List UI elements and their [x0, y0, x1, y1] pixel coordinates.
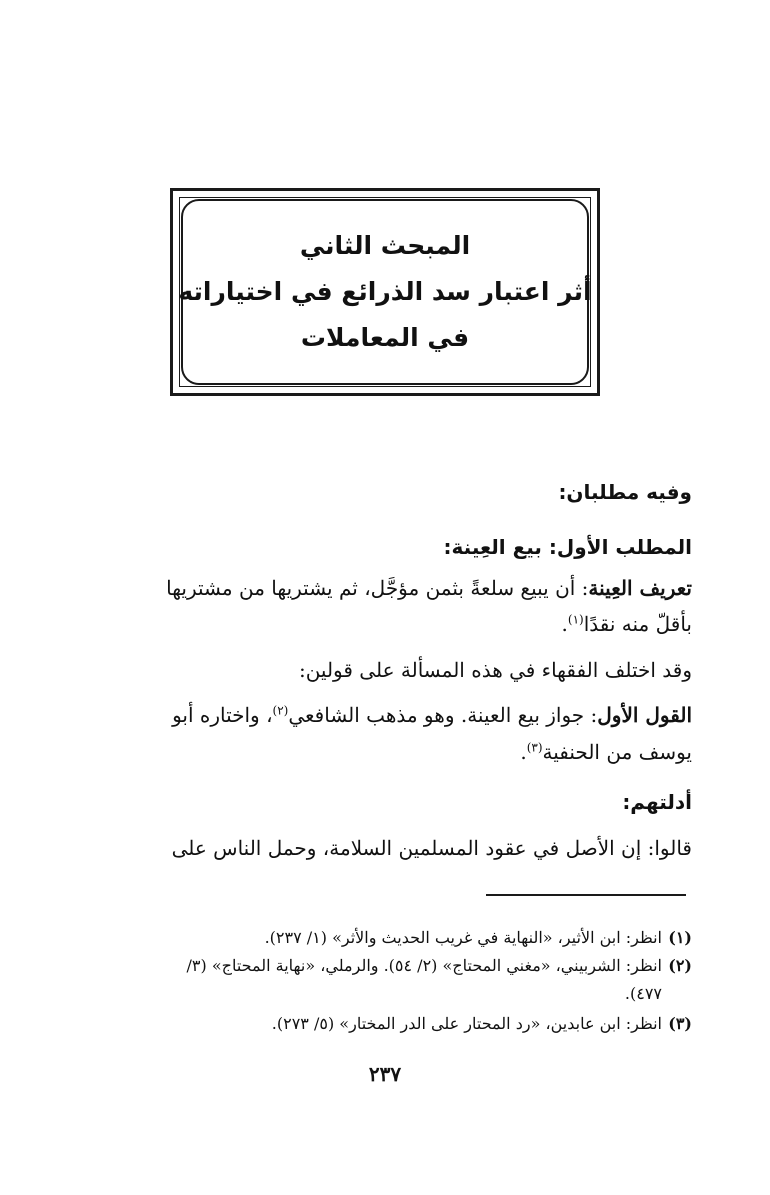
first-opinion-end: . [520, 740, 527, 764]
footnote-ref-1: (١) [567, 612, 584, 627]
footnote-1 [265, 928, 692, 947]
footnote-text: انظر: الشربيني، «مغني المحتاج» (٢/ ٥٤). والرملي، «نهاية المحتاج» (٣/ [186, 956, 662, 975]
footnote-number: (٣) [668, 1014, 692, 1033]
definition-text-1: : أن يبيع سلعةً بثمن مؤجَّل، ثم يشتريها من مشتريها [166, 576, 589, 600]
definition-text-2: بأقلّ منه نقدًا [583, 612, 692, 636]
footnote-text: ٤٧٧). [624, 984, 662, 1003]
section-heading: المطلب الأول: بيع العِينة: [443, 535, 692, 559]
footnote-ref-3: (٣) [526, 740, 543, 755]
footnote-text: انظر: ابن الأثير، «النهاية في غريب الحديث والأثر» (١/ ٢٣٧). [264, 928, 662, 947]
footnote-text: انظر: ابن عابدين، «رد المحتار على الدر المختار» (٥/ ٢٧٣). [271, 1014, 662, 1033]
definition-label: تعريف العِينة [588, 576, 692, 600]
footnote-number: (١) [668, 928, 692, 947]
definition-line-1 [166, 576, 692, 600]
footnote-number: (٢) [668, 956, 692, 975]
disagreement-line: وقد اختلف الفقهاء في هذه المسألة على قولين: [298, 658, 692, 682]
title-frame-inner [178, 199, 592, 385]
page-number: ٢٣٧ [368, 1062, 402, 1086]
definition-end: . [561, 612, 568, 636]
first-opinion-line-2 [520, 740, 692, 764]
footnote-2 [187, 956, 692, 975]
first-opinion-label: القول الأول [597, 703, 692, 727]
evidence-text: قالوا: إن الأصل في عقود المسلمين السلامة، وحمل الناس على [171, 836, 692, 860]
chapter-subtitle: أثر اعتبار سد الذرائع في اختياراته [178, 277, 592, 306]
definition-line-2 [562, 612, 692, 636]
chapter-subtitle-continued: في المعاملات [300, 323, 470, 352]
first-opinion-text-2: يوسف من الحنفية [542, 740, 692, 764]
footnote-2-continued [625, 984, 662, 1003]
first-opinion-text-1: : جواز بيع العينة. وهو مذهب الشافعي [288, 703, 598, 727]
first-opinion-text-1-end: ، واختاره أبو [172, 703, 273, 727]
intro-heading: وفيه مطلبان: [558, 480, 692, 504]
evidence-heading: أدلتهم: [622, 790, 692, 814]
first-opinion-line-1 [172, 703, 692, 727]
chapter-title: المبحث الثاني [299, 231, 471, 260]
footnote-ref-2: (٢) [272, 703, 289, 718]
title-frame [170, 188, 600, 396]
footnote-separator [486, 894, 686, 896]
footnote-3 [272, 1014, 692, 1033]
